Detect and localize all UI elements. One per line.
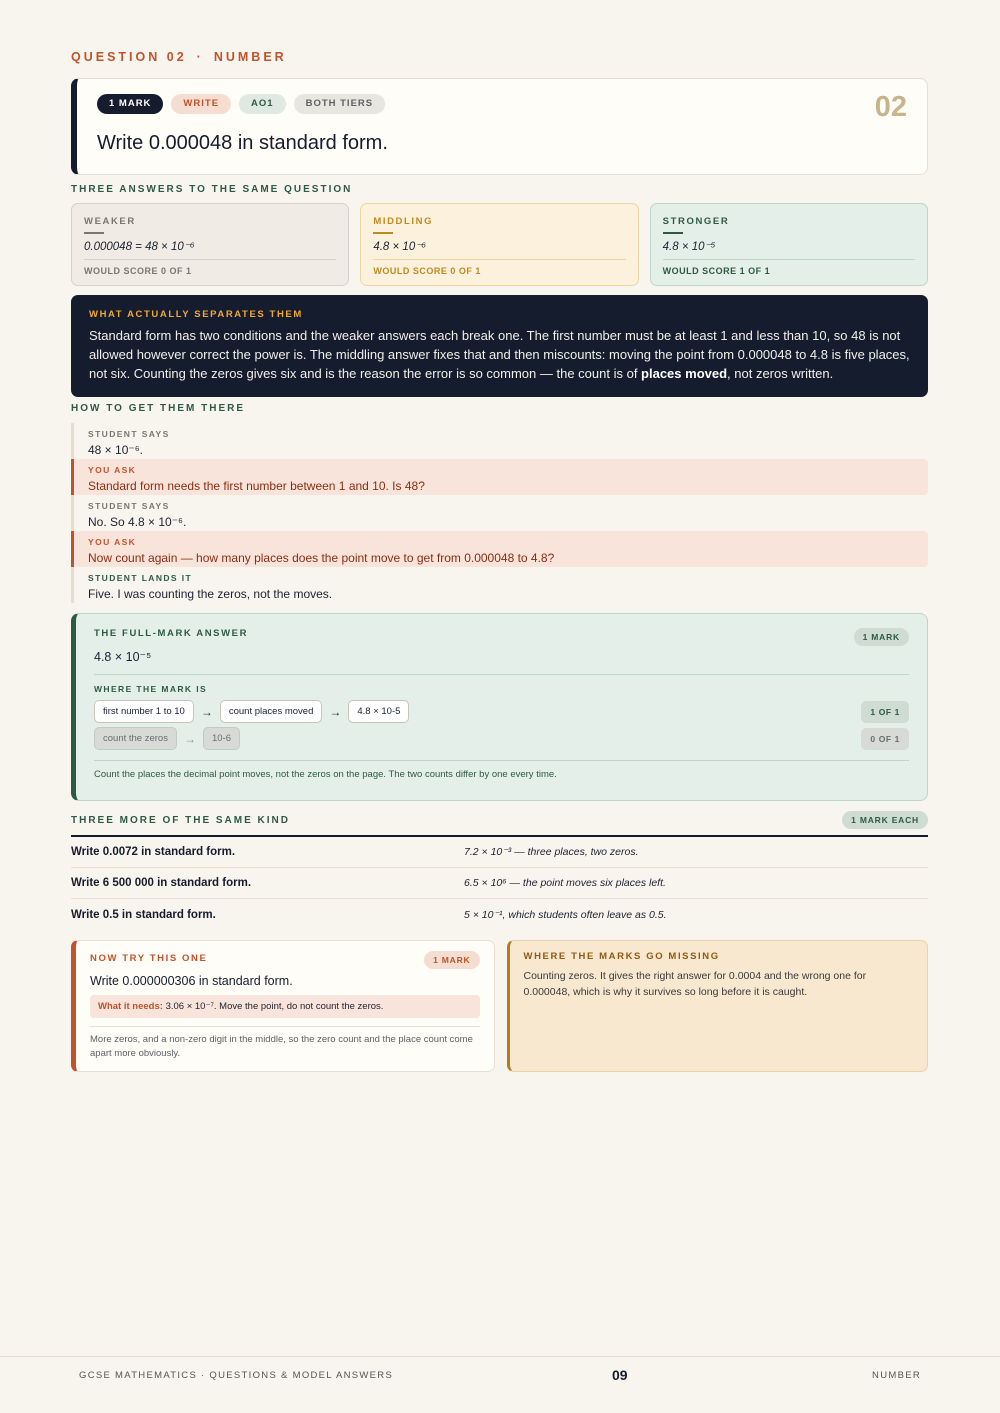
weaker-divider <box>84 259 336 260</box>
separates-text-main: Standard form has two conditions and the weaker answers each break one. The first number must be at least 1 and less than 10, so 48 is not allowed however correct the power is. The middling answer fixes that and then miscounts: moving the point from 0.000048 to 4.8 is five places, not six. Counting the zeros gives six and is the reason the error is so common — the count is of <box>89 328 910 381</box>
more-question: Write 0.0072 in standard form. <box>71 846 236 858</box>
footer <box>0 1356 1000 1413</box>
chain-bad-score: 0 OF 1 <box>861 728 909 750</box>
chain-step: count places moved <box>220 700 323 723</box>
dialog <box>71 423 928 603</box>
dialog-label: YOU ASK <box>88 537 137 547</box>
question-card <box>71 78 928 175</box>
separates-head: WHAT ACTUALLY SEPARATES THEM <box>89 309 303 320</box>
full-mark-divider <box>94 674 909 675</box>
question-text: Write 0.000048 in standard form. <box>97 132 388 154</box>
try-needs <box>90 995 480 1018</box>
mark-chain-good <box>94 700 909 723</box>
stronger-head: STRONGER <box>662 216 730 227</box>
try-card <box>71 940 495 1072</box>
separates-box <box>71 295 928 397</box>
page-number: 09 <box>612 1367 628 1383</box>
full-mark-card <box>71 613 928 801</box>
more-question: Write 0.5 in standard form. <box>71 908 216 921</box>
middling-math: 4.8 × 10⁻⁶ <box>373 241 427 253</box>
question-label: QUESTION 02 <box>71 50 187 64</box>
topic-label: NUMBER <box>213 50 287 64</box>
more-row <box>71 868 928 899</box>
middling-bar <box>373 232 393 234</box>
separates-text-end: , not zeros written. <box>727 366 834 381</box>
more-badge: 1 MARK EACH <box>842 811 928 829</box>
more-answer: 6.5 × 10⁶ — the point moves six places left. <box>464 877 666 889</box>
mark-chain-bad <box>94 727 909 750</box>
full-mark-badge: 1 MARK <box>854 628 909 646</box>
where-mark-label: WHERE THE MARK IS <box>94 684 208 694</box>
bottom-row <box>71 940 928 1072</box>
dialog-ask-line <box>71 531 928 567</box>
marks-pill: 1 MARK <box>97 94 163 114</box>
separates-text <box>89 326 910 383</box>
dialog-label: STUDENT SAYS <box>88 429 170 439</box>
needs-label: What it needs: <box>98 1001 163 1012</box>
try-head: NOW TRY THIS ONE <box>90 953 208 964</box>
dialog-student-line <box>71 423 928 459</box>
dialog-text: Now count again — how many places does the point move to get from 0.000048 to 4.8? <box>88 551 555 565</box>
answers-row <box>71 203 928 286</box>
arrow-icon: → <box>329 704 342 719</box>
dialog-section-label: HOW TO GET THEM THERE <box>71 403 246 414</box>
stronger-bar <box>663 232 683 234</box>
question-pills <box>97 94 907 114</box>
footer-section: NUMBER <box>872 1370 921 1381</box>
dialog-ask-line <box>71 459 928 495</box>
eyebrow-separator: · <box>196 50 204 64</box>
dialog-label: STUDENT SAYS <box>88 501 170 511</box>
dialog-text: 48 × 10⁻⁶. <box>88 443 143 457</box>
page <box>71 50 928 1072</box>
needs-text: 3.06 × 10⁻⁷. Move the point, do not count the zeros. <box>165 1001 384 1012</box>
full-mark-head: THE FULL-MARK ANSWER <box>94 628 249 639</box>
ao-pill: AO1 <box>239 94 286 114</box>
dialog-lands-line <box>71 567 928 603</box>
middling-divider <box>373 259 625 260</box>
try-question: Write 0.000000306 in standard form. <box>90 974 293 988</box>
more-row <box>71 899 928 930</box>
question-number: 02 <box>874 91 907 123</box>
stronger-math: 4.8 × 10⁻⁵ <box>662 241 716 253</box>
chain-good-score: 1 OF 1 <box>861 701 909 723</box>
dialog-text: No. So 4.8 × 10⁻⁶. <box>88 515 187 529</box>
footer-title: GCSE MATHEMATICS · QUESTIONS & MODEL ANSWERS <box>79 1370 394 1381</box>
missing-card <box>507 940 929 1072</box>
more-answer: 5 × 10⁻¹, which students often leave as 0.5. <box>464 908 667 921</box>
stronger-answer-card <box>650 203 928 286</box>
write-pill: WRITE <box>171 94 231 114</box>
tiers-pill: BOTH TIERS <box>294 94 386 114</box>
chain-step: count the zeros <box>94 727 177 750</box>
arrow-icon: → <box>183 731 196 746</box>
try-badge: 1 MARK <box>424 951 479 969</box>
weaker-bar <box>84 232 104 234</box>
dialog-student-line <box>71 495 928 531</box>
more-section-label: THREE MORE OF THE SAME KIND <box>71 814 291 826</box>
full-mark-math: 4.8 × 10⁻⁵ <box>94 650 152 664</box>
weaker-answer-card <box>71 203 349 286</box>
more-question: Write 6 500 000 in standard form. <box>71 877 252 889</box>
dialog-text: Five. I was counting the zeros, not the moves. <box>88 587 333 601</box>
chain-step: first number 1 to 10 <box>94 700 194 723</box>
dialog-label: YOU ASK <box>88 465 137 475</box>
middling-score: WOULD SCORE 0 OF 1 <box>373 266 481 276</box>
stronger-divider <box>663 259 915 260</box>
missing-text: Counting zeros. It gives the right answer for 0.0004 and the wrong one for 0.000048, which is why it survives so long before it is caught. <box>523 970 867 998</box>
arrow-icon: → <box>200 704 213 719</box>
weaker-head: WEAKER <box>84 216 136 227</box>
more-row <box>71 837 928 868</box>
question-eyebrow <box>71 50 928 64</box>
chain-step: 10-6 <box>203 727 240 750</box>
try-note: More zeros, and a non-zero digit in the middle, so the zero count and the place count come apart more obviously. <box>90 1026 480 1061</box>
dialog-text: Standard form needs the first number between 1 and 10. Is 48? <box>88 479 425 493</box>
weaker-score: WOULD SCORE 0 OF 1 <box>84 266 192 276</box>
weaker-math: 0.000048 = 48 × 10⁻⁶ <box>84 241 195 253</box>
answers-section-label: THREE ANSWERS TO THE SAME QUESTION <box>71 184 353 195</box>
dialog-label: STUDENT LANDS IT <box>88 573 193 583</box>
more-list <box>71 837 928 930</box>
full-mark-note: Count the places the decimal point moves, not the zeros on the page. The two counts differ by one every time. <box>94 760 909 780</box>
more-header <box>71 811 928 837</box>
middling-answer-card <box>360 203 638 286</box>
missing-head: WHERE THE MARKS GO MISSING <box>523 951 720 962</box>
stronger-score: WOULD SCORE 1 OF 1 <box>662 266 771 276</box>
separates-text-bold: places moved <box>641 366 728 381</box>
chain-step: 4.8 × 10-5 <box>348 700 409 723</box>
middling-head: MIDDLING <box>373 216 434 227</box>
more-answer: 7.2 × 10⁻³ — three places, two zeros. <box>464 846 639 858</box>
